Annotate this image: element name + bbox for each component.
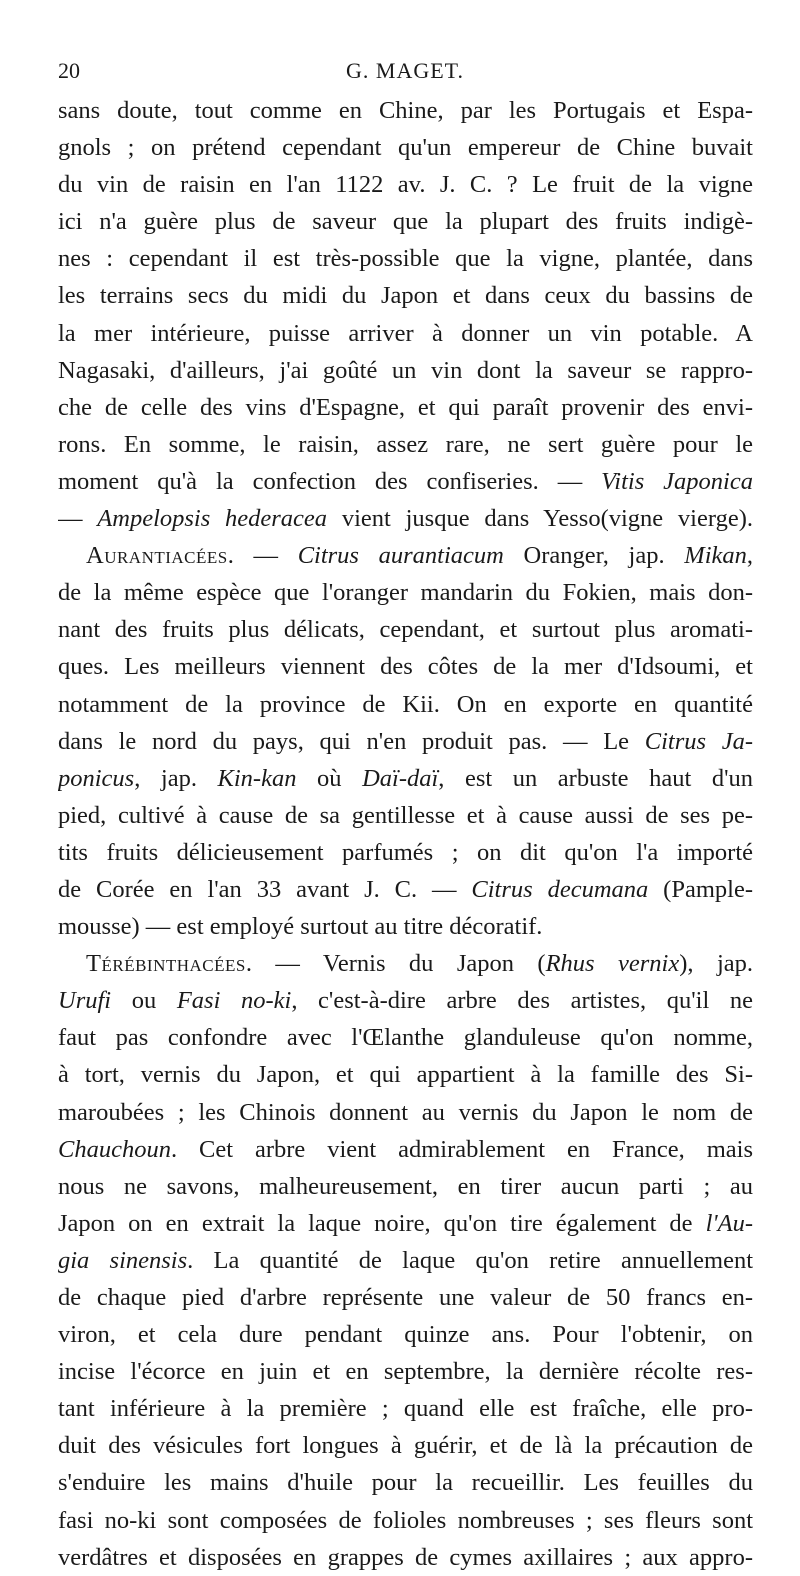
text-line: mousse) — est employé surtout au titre décoratif. — [58, 913, 543, 941]
species-name: Rhus vernix — [545, 950, 680, 978]
text-line: gia sinensis. La quantité de laque qu'on retire annuellement — [58, 1246, 753, 1274]
japanese-name: Urufi — [58, 987, 112, 1015]
species-name: Ampelopsis hederacea — [97, 505, 328, 533]
body-text — [58, 92, 753, 1576]
species-name: Citrus Ja- — [644, 727, 753, 755]
text-line: fasi no-ki sont composées de folioles nombreuses ; ses fleurs sont — [58, 1506, 753, 1534]
text-line: ques. Les meilleurs viennent des côtes de la mer d'Idsoumi, et — [58, 653, 753, 681]
text-line: moment qu'à la confection des confiseries. — Vitis Japonica — [58, 467, 753, 495]
text-line: du vin de raisin en l'an 1122 av. J. C. ? Le fruit de la vigne — [58, 171, 753, 199]
text-line: ici n'a guère plus de saveur que la plupart des fruits indigè- — [58, 208, 753, 236]
text-line: la mer intérieure, puisse arriver à donner un vin potable. A — [58, 319, 753, 347]
text-line: maroubées ; les Chinois donnent au vernis du Japon le nom de — [58, 1098, 753, 1126]
text-line: Aurantiacées. — Citrus aurantiacum Oranger, jap. Mikan, — [86, 542, 753, 570]
text-line: Nagasaki, d'ailleurs, j'ai goûté un vin dont la saveur se rappro- — [58, 356, 753, 384]
species-name: gia sinensis — [58, 1246, 188, 1274]
text-line: nes : cependant il est très-possible que la vigne, plantée, dans — [58, 245, 753, 273]
text-line: Térébinthacées. — Vernis du Japon (Rhus vernix), jap. — [86, 950, 753, 978]
family-heading: Térébinthacées — [86, 950, 246, 978]
text-line: tits fruits délicieusement parfumés ; on dit qu'on l'a importé — [58, 838, 753, 866]
species-name: Citrus aurantiacum — [297, 542, 504, 570]
text-line: les terrains secs du midi du Japon et dans ceux du bassins de — [58, 282, 753, 310]
text-line: nant des fruits plus délicats, cependant, et surtout plus aromati- — [58, 616, 753, 644]
page-header — [58, 58, 752, 88]
japanese-name: Mikan — [684, 542, 747, 570]
text-line: rons. En somme, le raisin, assez rare, ne sert guère pour le — [58, 430, 753, 458]
text-line: pied, cultivé à cause de sa gentillesse et à cause aussi de ses pe- — [58, 801, 753, 829]
running-head: G. MAGET. — [346, 58, 464, 83]
species-name: l'Au- — [705, 1209, 753, 1237]
family-heading: Aurantiacées — [86, 542, 228, 570]
text-line: viron, et cela dure pendant quinze ans. Pour l'obtenir, on — [58, 1321, 753, 1349]
text-line: sans doute, tout comme en Chine, par les Portugais et Espa- — [58, 97, 753, 124]
text-line: Urufi ou Fasi no-ki, c'est-à-dire arbre des artistes, qu'il ne — [58, 987, 753, 1015]
text-line: ponicus, jap. Kin-kan où Daï-daï, est un arbuste haut d'un — [58, 764, 753, 792]
text-line: de Corée en l'an 33 avant J. C. — Citrus decumana (Pample- — [58, 875, 753, 903]
text-line: tant inférieure à la première ; quand elle est fraîche, elle pro- — [58, 1395, 753, 1423]
text-line: duit des vésicules fort longues à guérir, et de là la précaution de — [58, 1432, 753, 1460]
japanese-name: Kin-kan — [217, 764, 297, 792]
text-line: Chauchoun. Cet arbre vient admirablement en France, mais — [58, 1135, 753, 1163]
text-line: de la même espèce que l'oranger mandarin du Fokien, mais don- — [58, 579, 753, 607]
text-line: nous ne savons, malheureusement, en tirer aucun parti ; au — [58, 1172, 753, 1200]
text-line: gnols ; on prétend cependant qu'un empereur de Chine buvait — [58, 134, 753, 162]
text-line: — Ampelopsis hederacea vient jusque dans Yesso(vigne vierge). — [58, 505, 753, 533]
japanese-name: Daï-daï — [362, 764, 439, 792]
species-name: Citrus decumana — [471, 875, 649, 903]
text-line: à tort, vernis du Japon, et qui appartient à la famille des Si- — [58, 1061, 753, 1089]
text-line: verdâtres et disposées en grappes de cymes axillaires ; aux appro- — [58, 1543, 753, 1571]
chinese-name: Chauchoun — [58, 1135, 171, 1163]
text-line: dans le nord du pays, qui n'en produit pas. — Le Citrus Ja- — [58, 727, 753, 755]
page-number: 20 — [58, 58, 80, 83]
text-line: s'enduire les mains d'huile pour la recueillir. Les feuilles du — [58, 1469, 753, 1497]
text-line: incise l'écorce en juin et en septembre, la dernière récolte res- — [58, 1358, 753, 1386]
japanese-name: Fasi no-ki — [176, 987, 292, 1015]
text-line: Japon on en extrait la laque noire, qu'on tire également de l'Au- — [58, 1209, 753, 1237]
text-line: de chaque pied d'arbre représente une valeur de 50 francs en- — [58, 1284, 753, 1311]
text-line: che de celle des vins d'Espagne, et qui paraît provenir des envi- — [58, 393, 753, 421]
species-name: ponicus — [58, 764, 135, 792]
text-line: faut pas confondre avec l'Œlanthe glanduleuse qu'on nomme, — [58, 1024, 753, 1052]
text-line: notamment de la province de Kii. On en exporte en quantité — [58, 690, 753, 718]
species-name: Vitis Japonica — [601, 467, 753, 495]
